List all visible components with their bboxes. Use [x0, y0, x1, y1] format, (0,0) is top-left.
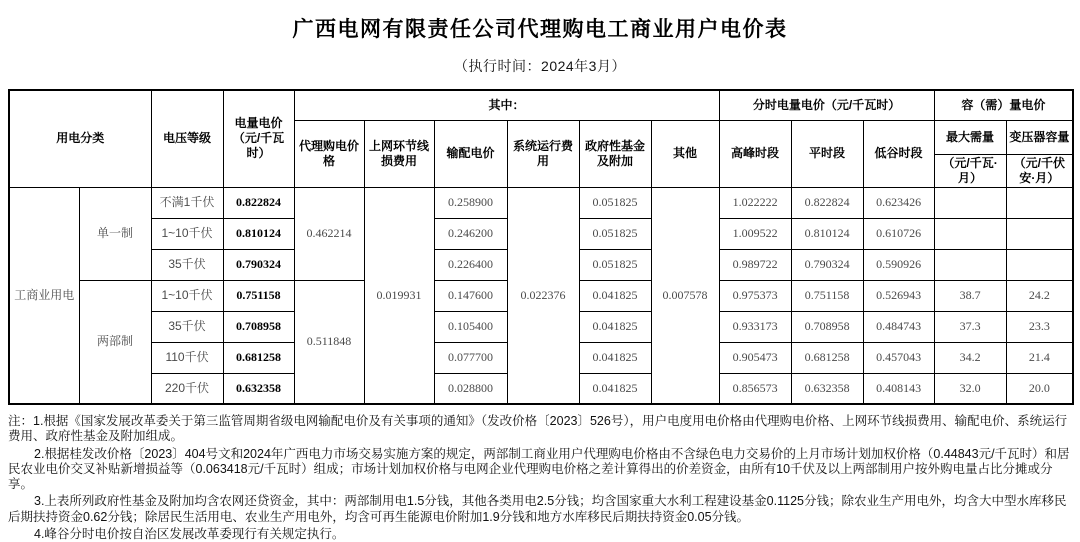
cell-flat: 0.790324 — [791, 249, 863, 280]
header-system-operation-fee: 系统运行费用 — [507, 120, 579, 187]
cell-flat: 0.632358 — [791, 373, 863, 404]
cell-valley: 0.408143 — [863, 373, 934, 404]
header-peak-period: 高峰时段 — [719, 120, 791, 187]
cell-energy-price: 0.708958 — [223, 311, 294, 342]
header-max-demand: 最大需量 — [934, 120, 1006, 154]
cell-group-two-part-system: 两部制 — [79, 280, 151, 404]
cell-transmission: 0.246200 — [434, 218, 507, 249]
cell-peak: 1.022222 — [719, 187, 791, 218]
cell-peak: 0.933173 — [719, 311, 791, 342]
cell-valley: 0.526943 — [863, 280, 934, 311]
cell-max-demand: 32.0 — [934, 373, 1006, 404]
cell-energy-price: 0.681258 — [223, 342, 294, 373]
cell-max-demand: 38.7 — [934, 280, 1006, 311]
cell-grid-line-loss: 0.019931 — [364, 187, 434, 404]
cell-valley: 0.484743 — [863, 311, 934, 342]
cell-gov-fund: 0.041825 — [579, 311, 651, 342]
header-flat-period: 平时段 — [791, 120, 863, 187]
cell-gov-fund: 0.041825 — [579, 342, 651, 373]
header-max-demand-unit: （元/千瓦·月） — [934, 154, 1006, 187]
header-usage-category: 用电分类 — [9, 90, 151, 187]
header-gov-funds-surcharge: 政府性基金及附加 — [579, 120, 651, 187]
cell-energy-price: 0.632358 — [223, 373, 294, 404]
cell-system-operation-fee: 0.022376 — [507, 187, 579, 404]
cell-voltage: 1~10千伏 — [151, 218, 223, 249]
cell-voltage: 1~10千伏 — [151, 280, 223, 311]
cell-gov-fund: 0.041825 — [579, 373, 651, 404]
header-transmission-price: 输配电价 — [434, 120, 507, 187]
footnote-4: 4.峰谷分时电价按自治区发展改革委现行有关规定执行。 — [34, 526, 345, 541]
cell-transmission: 0.258900 — [434, 187, 507, 218]
header-voltage-level: 电压等级 — [151, 90, 223, 187]
cell-max-demand — [934, 218, 1006, 249]
cell-energy-price: 0.751158 — [223, 280, 294, 311]
cell-flat: 0.751158 — [791, 280, 863, 311]
cell-peak: 0.989722 — [719, 249, 791, 280]
cell-max-demand: 37.3 — [934, 311, 1006, 342]
cell-voltage: 220千伏 — [151, 373, 223, 404]
cell-transformer-capacity: 23.3 — [1006, 311, 1073, 342]
effective-date-subtitle: （执行时间：2024年3月） — [454, 58, 626, 74]
cell-gov-fund: 0.051825 — [579, 218, 651, 249]
cell-transformer-capacity: 21.4 — [1006, 342, 1073, 373]
table-row — [9, 187, 1073, 218]
header-transformer-capacity-unit: （元/千伏安·月） — [1006, 154, 1073, 187]
footnotes — [8, 414, 1072, 542]
cell-flat: 0.708958 — [791, 311, 863, 342]
cell-peak: 1.009522 — [719, 218, 791, 249]
cell-peak: 0.856573 — [719, 373, 791, 404]
footnote-3: 3.上表所列政府性基金及附加均含农网还贷资金，其中：两部制用电1.5分钱，其他各类用电2.5分钱；均含国家重大水利工程建设基金0.1125分钱；除农业生产用电外，均含大中型水库移民后期扶持资金0.62分钱；除居民生活用电、农业生产用电外，均含可再生能源电价附加1.9分钱和地方水库移民后期扶持资金0.05分钱。 — [8, 494, 1067, 524]
cell-group-single-system: 单一制 — [79, 187, 151, 280]
cell-flat: 0.822824 — [791, 187, 863, 218]
header-other: 其他 — [651, 120, 719, 187]
cell-agency-price-two-part: 0.511848 — [294, 280, 364, 404]
footnote-1: 注：1.根据《国家发展改革委关于第三监管周期省级电网输配电价及有关事项的通知》（发改价格〔2023〕526号），用户电度用电价格由代理购电价格、上网环节线损费用、输配电价、系统运行费用、政府性基金及附加组成。 — [8, 414, 1068, 444]
cell-voltage: 110千伏 — [151, 342, 223, 373]
cell-max-demand — [934, 249, 1006, 280]
cell-transmission: 0.226400 — [434, 249, 507, 280]
cell-voltage: 不满1千伏 — [151, 187, 223, 218]
header-capacity-price: 容（需）量电价 — [934, 90, 1073, 120]
header-energy-price-line2: （元/千瓦时） — [232, 131, 285, 161]
header-energy-price-line1: 电量电价 — [234, 116, 283, 131]
cell-transmission: 0.147600 — [434, 280, 507, 311]
cell-max-demand — [934, 187, 1006, 218]
page-title: 广西电网有限责任公司代理购电工商业用户电价表 — [292, 18, 788, 41]
cell-gov-fund: 0.051825 — [579, 187, 651, 218]
cell-transformer-capacity: 20.0 — [1006, 373, 1073, 404]
header-among-which: 其中： — [294, 90, 719, 120]
cell-valley: 0.623426 — [863, 187, 934, 218]
cell-flat: 0.681258 — [791, 342, 863, 373]
cell-agency-price-single: 0.462214 — [294, 187, 364, 280]
cell-peak: 0.905473 — [719, 342, 791, 373]
cell-energy-price: 0.822824 — [223, 187, 294, 218]
cell-other: 0.007578 — [651, 187, 719, 404]
cell-valley: 0.457043 — [863, 342, 934, 373]
cell-category-industrial-commercial: 工商业用电 — [9, 187, 79, 404]
cell-valley: 0.590926 — [863, 249, 934, 280]
header-grid-line-loss-fee: 上网环节线损费用 — [364, 120, 434, 187]
cell-gov-fund: 0.051825 — [579, 249, 651, 280]
cell-transmission: 0.028800 — [434, 373, 507, 404]
cell-voltage: 35千伏 — [151, 311, 223, 342]
cell-energy-price: 0.790324 — [223, 249, 294, 280]
header-energy-price — [223, 90, 294, 187]
cell-energy-price: 0.810124 — [223, 218, 294, 249]
cell-gov-fund: 0.041825 — [579, 280, 651, 311]
electricity-price-table — [8, 89, 1074, 405]
footnote-2: 2.根据桂发改价格〔2023〕404号文和2024年广西电力市场交易实施方案的规定，两部制工商业用户代理购电价格由不含绿色电力交易价的上月市场计划加权价格（0.44843元/千瓦时）和居民农业电价交叉补贴新增损益等（0.063418元/千瓦时）组成；市场计划加权价格与电网企业代理购电价格之差计算得出的价差资金，由所有10千伏及以上两部制用户按外购电量占比分摊或分享。 — [8, 446, 1070, 491]
cell-transformer-capacity: 24.2 — [1006, 280, 1073, 311]
cell-transmission: 0.077700 — [434, 342, 507, 373]
cell-transmission: 0.105400 — [434, 311, 507, 342]
header-agency-purchase-price: 代理购电价格 — [294, 120, 364, 187]
cell-transformer-capacity — [1006, 187, 1073, 218]
header-tou-price: 分时电量电价（元/千瓦时） — [719, 90, 934, 120]
cell-peak: 0.975373 — [719, 280, 791, 311]
cell-transformer-capacity — [1006, 249, 1073, 280]
cell-valley: 0.610726 — [863, 218, 934, 249]
cell-voltage: 35千伏 — [151, 249, 223, 280]
cell-transformer-capacity — [1006, 218, 1073, 249]
cell-flat: 0.810124 — [791, 218, 863, 249]
cell-max-demand: 34.2 — [934, 342, 1006, 373]
header-transformer-capacity: 变压器容量 — [1006, 120, 1073, 154]
header-valley-period: 低谷时段 — [863, 120, 934, 187]
